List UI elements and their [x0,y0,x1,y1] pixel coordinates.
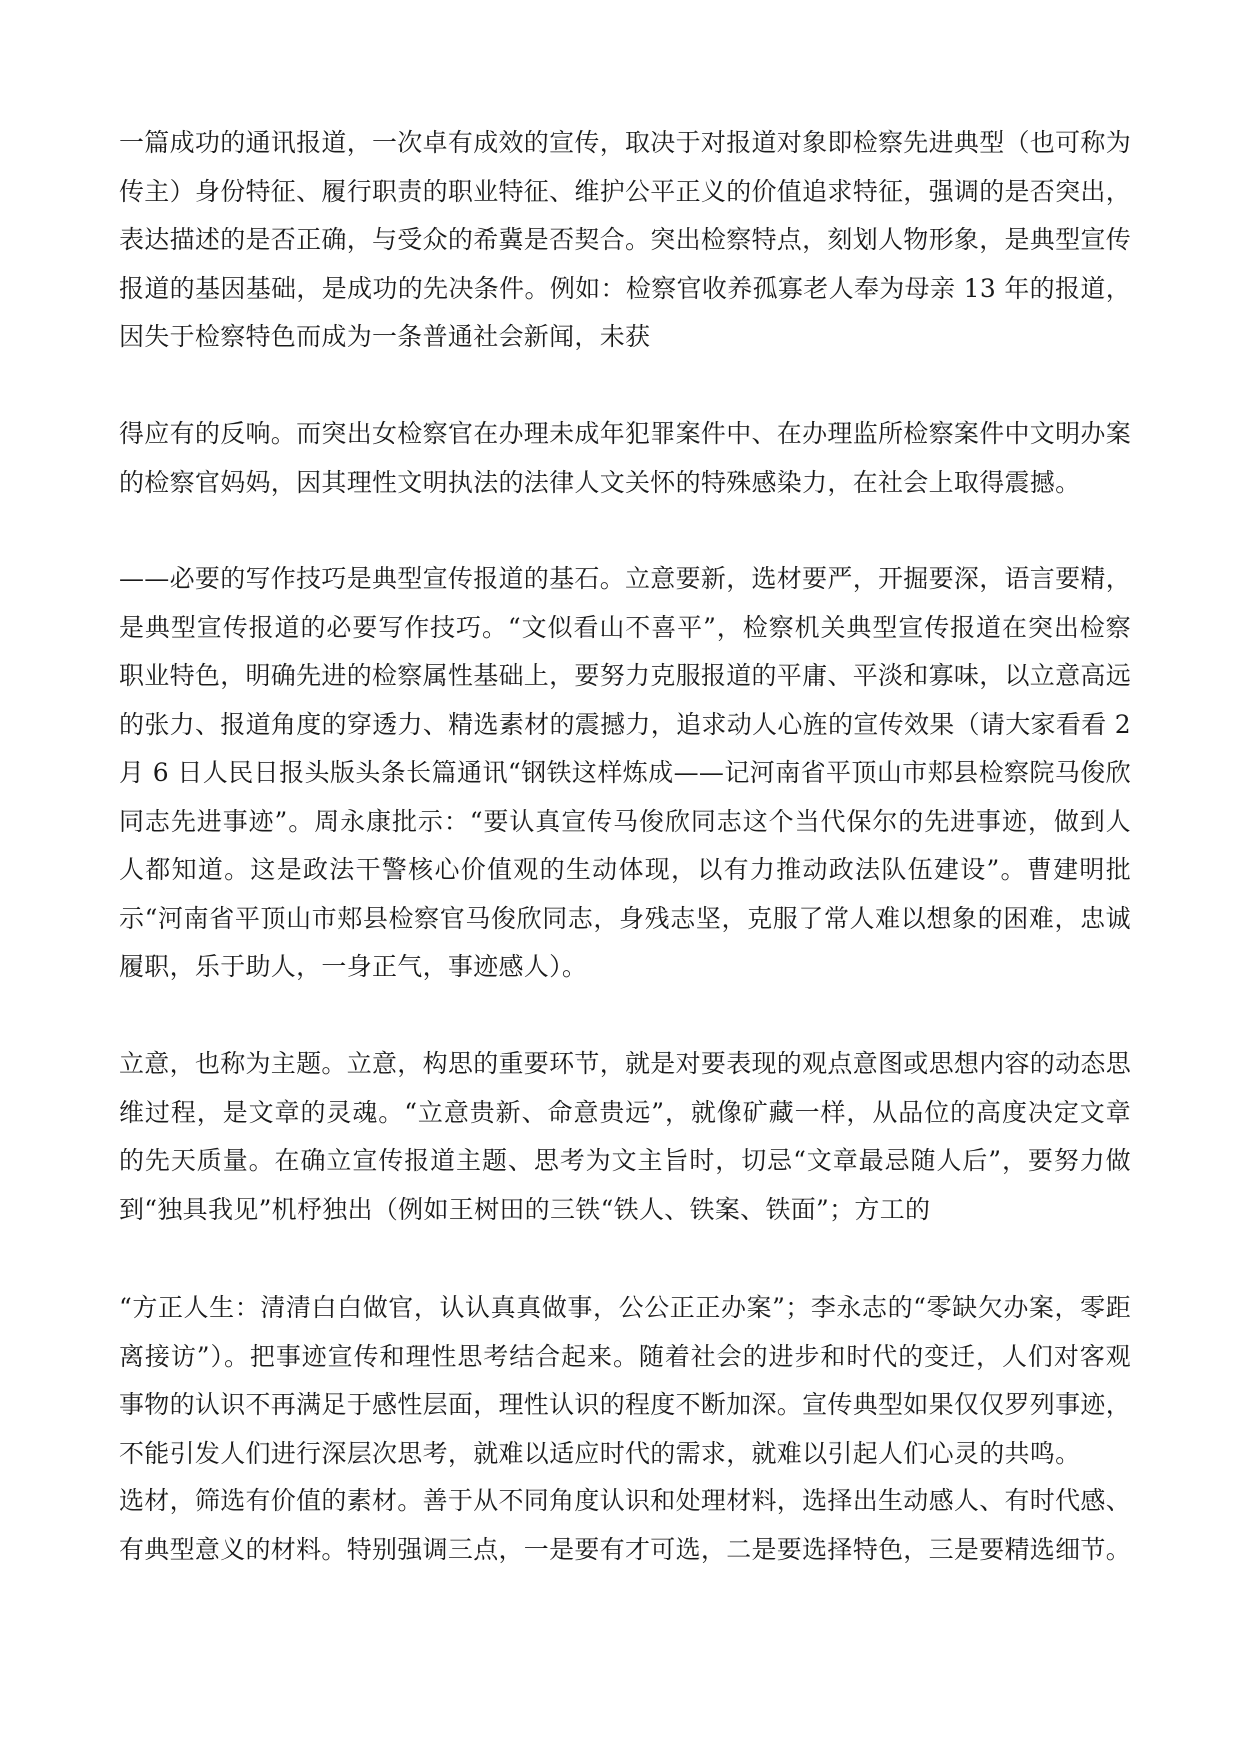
paragraph-1: 一篇成功的通讯报道，一次卓有成效的宣传，取决于对报道对象即检察先进典型（也可称为传主）身份特征、履行职责的职业特征、维护公平正义的价值追求特征，强调的是否突出，表达描述的是否正确，与受众的希冀是否契合。突出检察特点，刻划人物形象，是典型宣传报道的基因基础，是成功的先决条件。例如：检察官收养孤寡老人奉为母亲 13 年的报道，因失于检察特色而成为一条普通社会新闻，未获 [119,128,1132,351]
paragraph-2: 得应有的反响。而突出女检察官在办理未成年犯罪案件中、在办理监所检察案件中文明办案的检察官妈妈，因其理性文明执法的法律人文关怀的特殊感染力，在社会上取得震撼。 [119,419,1132,497]
paragraph-6: 选材，筛选有价值的素材。善于从不同角度认识和处理材料，选择出生动感人、有时代感、有典型意义的材料。特别强调三点，一是要有才可选，二是要选择特色，三是要精选细节。 [119,1486,1132,1564]
paragraph-3: ——必要的写作技巧是典型宣传报道的基石。立意要新，选材要严，开掘要深，语言要精，是典型宣传报道的必要写作技巧。“文似看山不喜平”，检察机关典型宣传报道在突出检察职业特色，明确先进的检察属性基础上，要努力克服报道的平庸、平淡和寡味，以立意高远的张力、报道角度的穿透力、精选素材的震撼力，追求动人心旌的宣传效果（请大家看看 2 月 6 日人民日报头版头条长篇通讯“钢铁这样炼成——记河南省平顶山市郏县检察院马俊欣同志先进事迹”。周永康批示：“要认真宣传马俊欣同志这个当代保尔的先进事迹，做到人人都知道。这是政法干警核心价值观的生动体现，以有力推动政法队伍建设”。曹建明批示“河南省平顶山市郏县检察官马俊欣同志，身残志坚，克服了常人难以想象的困难，忠诚履职，乐于助人，一身正气，事迹感人）。 [119,564,1132,981]
paragraph-5: “方正人生：清清白白做官，认认真真做事，公公正正办案”；李永志的“零缺欠办案，零距离接访”）。把事迹宣传和理性思考结合起来。随着社会的进步和时代的变迁，人们对客观事物的认识不再满足于感性层面，理性认识的程度不断加深。宣传典型如果仅仅罗列事迹，不能引发人们进行深层次思考，就难以适应时代的需求，就难以引起人们心灵的共鸣。 [119,1293,1132,1468]
paragraph-4: 立意，也称为主题。立意，构思的重要环节，就是对要表现的观点意图或思想内容的动态思维过程，是文章的灵魂。“立意贵新、命意贵远”，就像矿藏一样，从品位的高度决定文章的先天质量。在确立宣传报道主题、思考为文主旨时，切忌“文章最忌随人后”，要努力做到“独具我见”机杼独出（例如王树田的三铁“铁人、铁案、铁面”；方工的 [119,1049,1132,1224]
